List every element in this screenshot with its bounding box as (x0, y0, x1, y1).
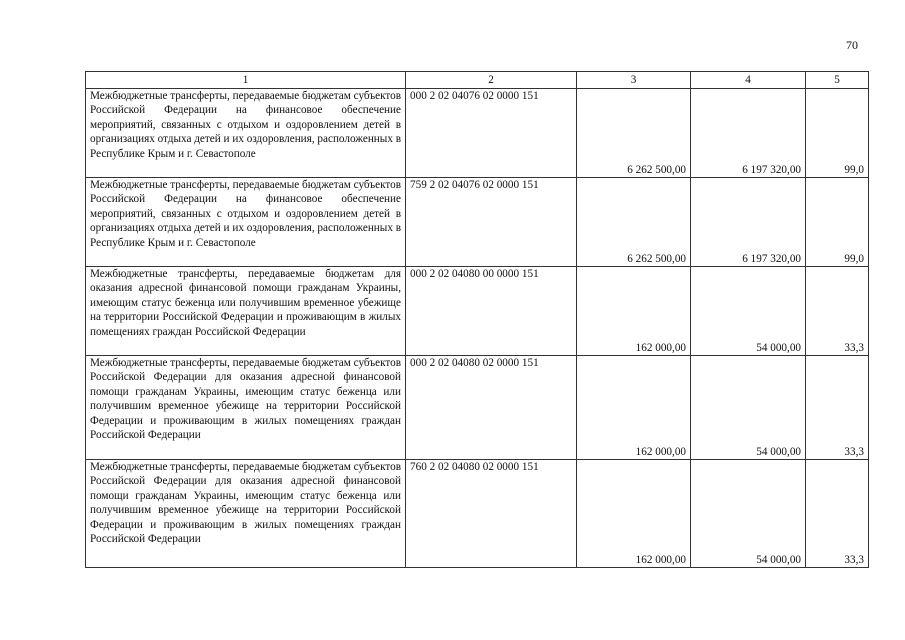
row-name-cell: Межбюджетные трансферты, передаваемые бюджетам субъектов Российской Федерации для оказания адресной финансовой помощи гражданам Украины, имеющим статус беженца или получившим временное убежище на территории Российской Федерации и проживающим в жилых помещениях граждан Российской Федерации (86, 460, 406, 568)
table-header-row (86, 72, 869, 89)
column-header-1: 1 (86, 72, 406, 89)
row-percent-cell: 33,3 (806, 267, 869, 356)
row-percent-cell: 33,3 (806, 460, 869, 568)
table-row (86, 356, 869, 460)
row-fact-cell: 54 000,00 (691, 267, 806, 356)
row-fact-cell: 54 000,00 (691, 356, 806, 460)
column-header-3: 3 (577, 72, 691, 89)
column-header-4: 4 (691, 72, 806, 89)
row-percent-cell: 99,0 (806, 178, 869, 267)
row-code-cell: 760 2 02 04080 02 0000 151 (406, 460, 577, 568)
row-name-cell: Межбюджетные трансферты, передаваемые бюджетам субъектов Российской Федерации для оказания адресной финансовой помощи гражданам Украины, имеющим статус беженца или получившим временное убежище на территории Российской Федерации и проживающим в жилых помещениях граждан Российской Федерации (86, 356, 406, 460)
row-percent-cell: 99,0 (806, 89, 869, 178)
table-row (86, 89, 869, 178)
row-fact-cell: 54 000,00 (691, 460, 806, 568)
row-name-cell: Межбюджетные трансферты, передаваемые бюджетам субъектов Российской Федерации на финансовое обеспечение мероприятий, связанных с отдыхом и оздоровлением детей в организациях отдыха детей и их оздоровления, расположенных в Республике Крым и г. Севастополе (86, 89, 406, 178)
row-fact-cell: 6 197 320,00 (691, 178, 806, 267)
row-code-cell: 000 2 02 04080 00 0000 151 (406, 267, 577, 356)
column-header-2: 2 (406, 72, 577, 89)
row-plan-cell: 6 262 500,00 (577, 89, 691, 178)
row-code-cell: 000 2 02 04076 02 0000 151 (406, 89, 577, 178)
row-name-cell: Межбюджетные трансферты, передаваемые бюджетам для оказания адресной финансовой помощи гражданам Украины, имеющим статус беженца или получившим временное убежище на территории Российской Федерации и проживающим в жилых помещениях граждан Российской Федерации (86, 267, 406, 356)
row-percent-cell: 33,3 (806, 356, 869, 460)
row-code-cell: 759 2 02 04076 02 0000 151 (406, 178, 577, 267)
table-row (86, 267, 869, 356)
column-header-5: 5 (806, 72, 869, 89)
page-number: 70 (846, 38, 858, 52)
budget-table (85, 71, 869, 568)
row-fact-cell: 6 197 320,00 (691, 89, 806, 178)
table-row (86, 178, 869, 267)
row-plan-cell: 162 000,00 (577, 267, 691, 356)
row-plan-cell: 6 262 500,00 (577, 178, 691, 267)
row-code-cell: 000 2 02 04080 02 0000 151 (406, 356, 577, 460)
row-plan-cell: 162 000,00 (577, 460, 691, 568)
row-name-cell: Межбюджетные трансферты, передаваемые бюджетам субъектов Российской Федерации на финансовое обеспечение мероприятий, связанных с отдыхом и оздоровлением детей в организациях отдыха детей и их оздоровления, расположенных в Республике Крым и г. Севастополе (86, 178, 406, 267)
table-row (86, 460, 869, 568)
row-plan-cell: 162 000,00 (577, 356, 691, 460)
